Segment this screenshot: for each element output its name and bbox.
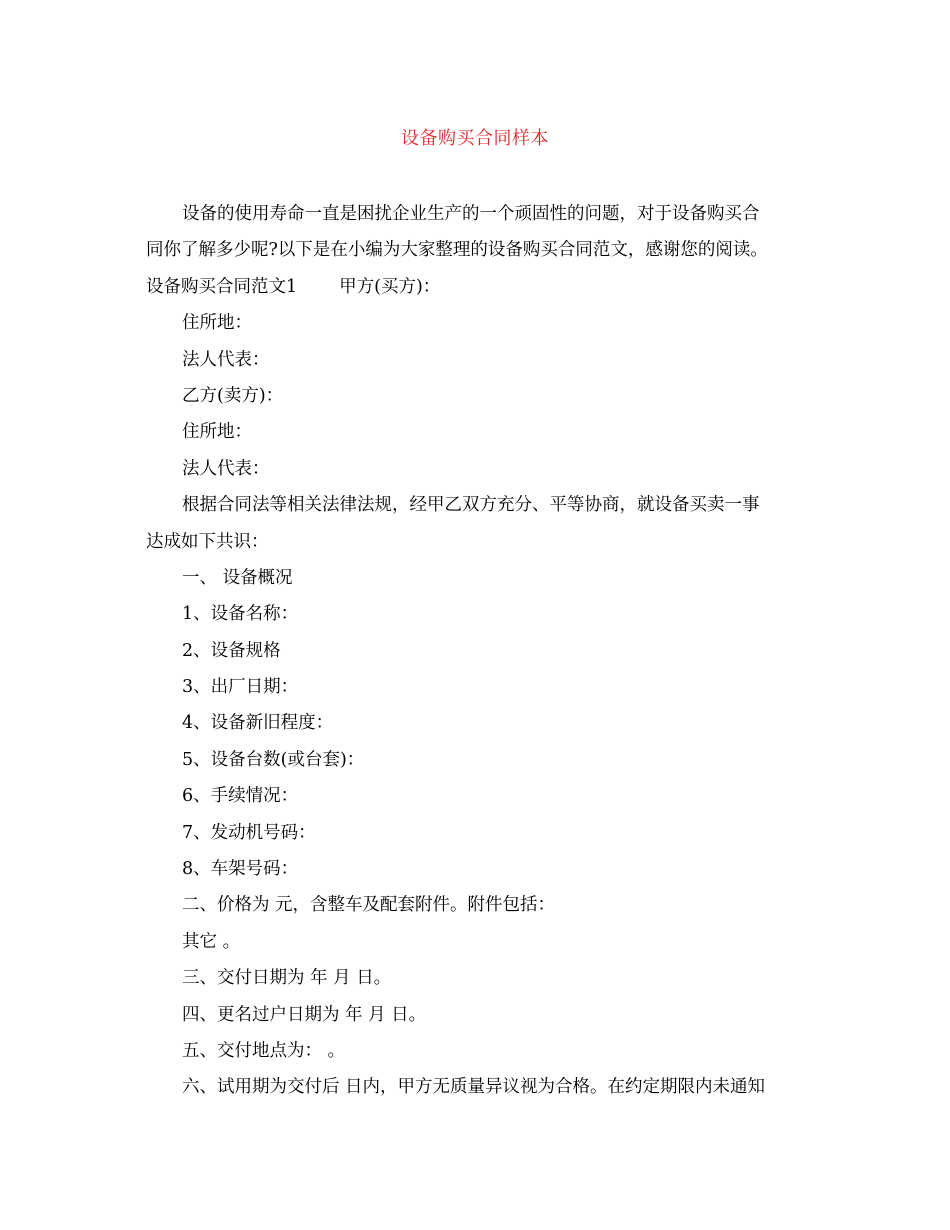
section-heading: 五、交付地点为： 。 xyxy=(182,1040,346,1061)
list-item: 7、发动机号码： xyxy=(182,822,316,843)
sample-heading: 设备购买合同范文1 xyxy=(146,276,298,297)
paragraph-line: 乙方(卖方)： xyxy=(182,385,284,406)
section-heading: 一、 设备概况 xyxy=(182,567,293,588)
list-item: 3、出厂日期： xyxy=(182,677,299,698)
paragraph-line: 住所地： xyxy=(182,313,252,334)
list-item: 6、手续情况： xyxy=(182,786,299,807)
paragraph-line: 其它 。 xyxy=(182,931,241,952)
paragraph-line: 法人代表： xyxy=(182,349,270,370)
section-heading: 二、价格为 元，含整车及配套附件。附件包括： xyxy=(182,895,556,916)
party-a-label: 甲方(买方)： xyxy=(339,276,441,297)
list-item: 1、设备名称： xyxy=(182,604,299,625)
paragraph-line: 住所地： xyxy=(182,422,252,443)
section-heading: 三、交付日期为 年 月 日。 xyxy=(182,968,392,989)
section-heading: 四、更名过户日期为 年 月 日。 xyxy=(182,1004,427,1025)
document-title: 设备购买合同样本 xyxy=(401,128,549,149)
section-heading: 六、试用期为交付后 日内，甲方无质量异议视为合格。在约定期限内未通知 xyxy=(182,1077,766,1098)
paragraph-line: 达成如下共识： xyxy=(146,531,269,552)
paragraph-line: 法人代表： xyxy=(182,458,270,479)
list-item: 8、车架号码： xyxy=(182,859,299,880)
list-item: 2、设备规格 xyxy=(182,640,281,661)
paragraph-line: 设备的使用寿命一直是困扰企业生产的一个顽固性的问题，对于设备购买合 xyxy=(182,204,760,224)
list-item: 5、设备台数(或台套)： xyxy=(182,749,365,770)
list-item: 4、设备新旧程度： xyxy=(182,713,334,734)
paragraph-line: 根据合同法等相关法律法规，经甲乙双方充分、平等协商，就设备买卖一事 xyxy=(182,495,760,516)
document-body xyxy=(146,196,806,1106)
paragraph-line: 同你了解多少呢?以下是在小编为大家整理的设备购买合同范文，感谢您的阅读。 xyxy=(146,240,768,261)
paragraph-line xyxy=(146,269,806,305)
